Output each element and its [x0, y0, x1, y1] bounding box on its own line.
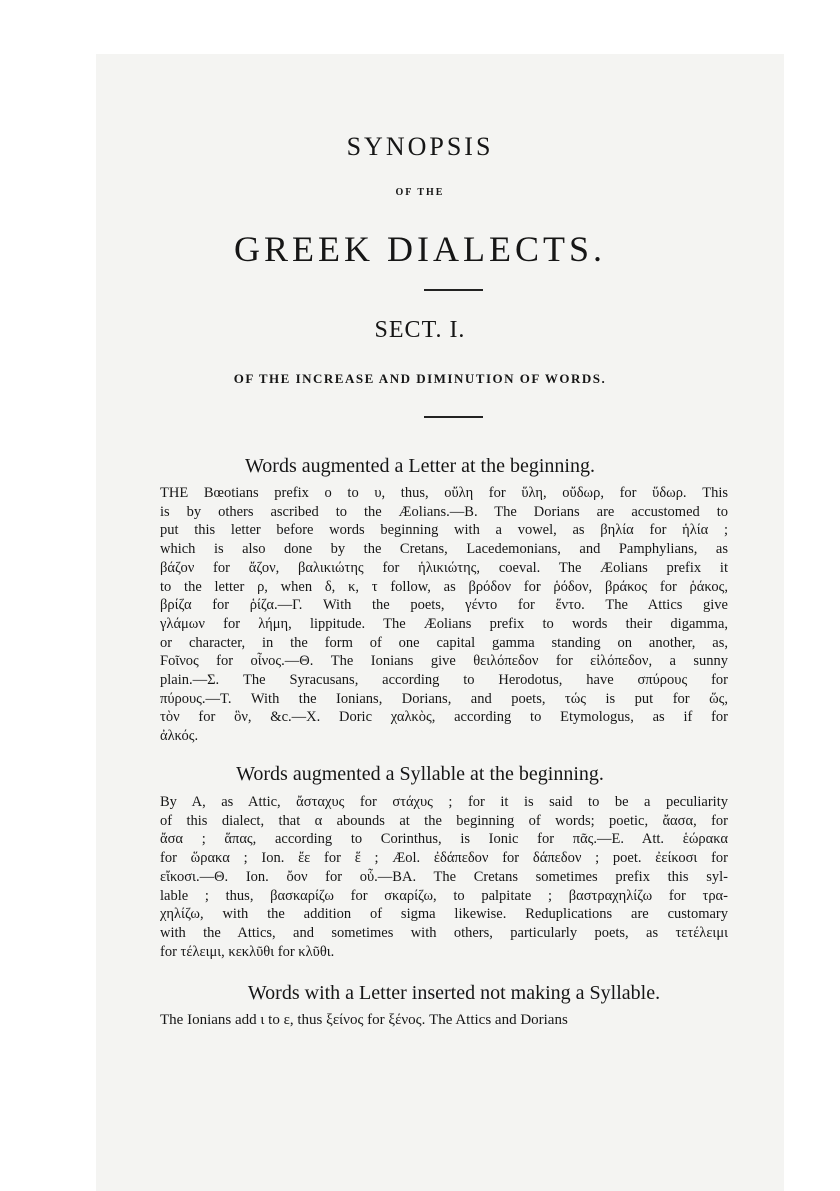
book-title: SYNOPSIS [346, 132, 494, 161]
text-line: is by others ascribed to the Æolians.—B. The Dorians are accustomed to [160, 503, 728, 520]
title-connector: OF THE [395, 187, 445, 198]
text-line: for τέλειμι, κεκλῦθι for κλῦθι. [160, 943, 335, 960]
text-line: ἄσα ; ἅπας, according to Corinthus, is Ionic for πᾶς.—E. Att. ἑώρακα [160, 831, 728, 848]
text-line: ἀλκός. [160, 728, 199, 745]
paragraph-letter-augment [160, 484, 728, 746]
text-line: which is also done by the Cretans, Lacedemonians, and Pamphylians, as [160, 541, 728, 558]
text-line: πύρους.—Τ. With the Ionians, Dorians, and poets, τώς is put for ὥς, [160, 690, 728, 707]
section-title: OF THE INCREASE AND DIMINUTION OF WORDS. [233, 371, 607, 386]
text-line: of this dialect, that α abounds at the beginning of words; poetic, ἄασα, for [160, 812, 728, 829]
text-line: γλάμων for λήμη, lippitude. The Æolians prefix to words their digamma, [160, 615, 728, 632]
text-line: plain.—Σ. The Syracusans, according to Herodotus, have σπύρους for [160, 672, 728, 689]
heading-letter-inserted: Words with a Letter inserted not making a Syllable. [247, 982, 661, 1004]
heading-letter-augment: Words augmented a Letter at the beginning. [245, 455, 595, 477]
heading-syllable-augment: Words augmented a Syllable at the beginning. [236, 763, 604, 785]
section-number: SECT. I. [374, 317, 466, 343]
text-line: or character, in the form of one capital gamma standing on another, as, [160, 634, 728, 651]
text-line: to the letter ρ, when δ, κ, τ follow, as βρόδον for ῥόδον, βράκος for ῥάκος, [160, 578, 728, 595]
text-line: Ϝοῖνος for οἶνος.—Θ. The Ionians give θειλόπεδον for εἰλόπεδον, a sunny [160, 653, 728, 670]
text-line: with the Attics, and sometimes with others, particularly poets, as τετέλειμι [160, 924, 728, 941]
book-subtitle: GREEK DIALECTS. [234, 229, 606, 269]
text-line: put this letter before words beginning with a vowel, as βηλία for ἡλία ; [160, 522, 728, 539]
divider-rule [424, 416, 483, 418]
text-line: βάζον for ἄζον, βαλικιώτης for ἡλικιώτης, coeval. The Æolians prefix it [160, 559, 728, 576]
paragraph-letter-inserted [160, 1011, 728, 1030]
divider-rule [424, 289, 483, 291]
text-line: for ὥρακα ; Ion. ἔε for ἕ ; Æol. ἐδάπεδον for δάπεδον ; poet. ἐείκοσι for [160, 850, 728, 867]
text-line: THE Bœotians prefix ο to υ, thus, οὔλη for ὕλη, οὔδωρ, for ὕδωρ. This [160, 485, 728, 501]
text-line: βρίζα for ῥίζα.—Γ. With the poets, γέντο for ἕντο. The Attics give [160, 597, 728, 614]
text-line: lable ; thus, βασκαρίζω for σκαρίζω, to palpitate ; βαστραχηλίζω for τρα- [160, 887, 728, 904]
text-line: By A, as Attic, ἄσταχυς for στάχυς ; for it is said to be a peculiarity [160, 794, 728, 810]
paragraph-syllable-augment [160, 793, 728, 961]
text-line: χηλίζω, with the addition of sigma likewise. Reduplications are customary [160, 906, 728, 923]
text-line: τὸν for ὃν, &c.—X. Doric χαλκὸς, according to Etymologus, as if for [160, 709, 728, 726]
text-line: εἴκοσι.—Θ. Ion. ὄον for οὗ.—BA. The Cretans sometimes prefix this syl- [160, 868, 728, 885]
text-line: The Ionians add ι to ε, thus ξείνος for ξένος. The Attics and Dorians [160, 1012, 568, 1028]
